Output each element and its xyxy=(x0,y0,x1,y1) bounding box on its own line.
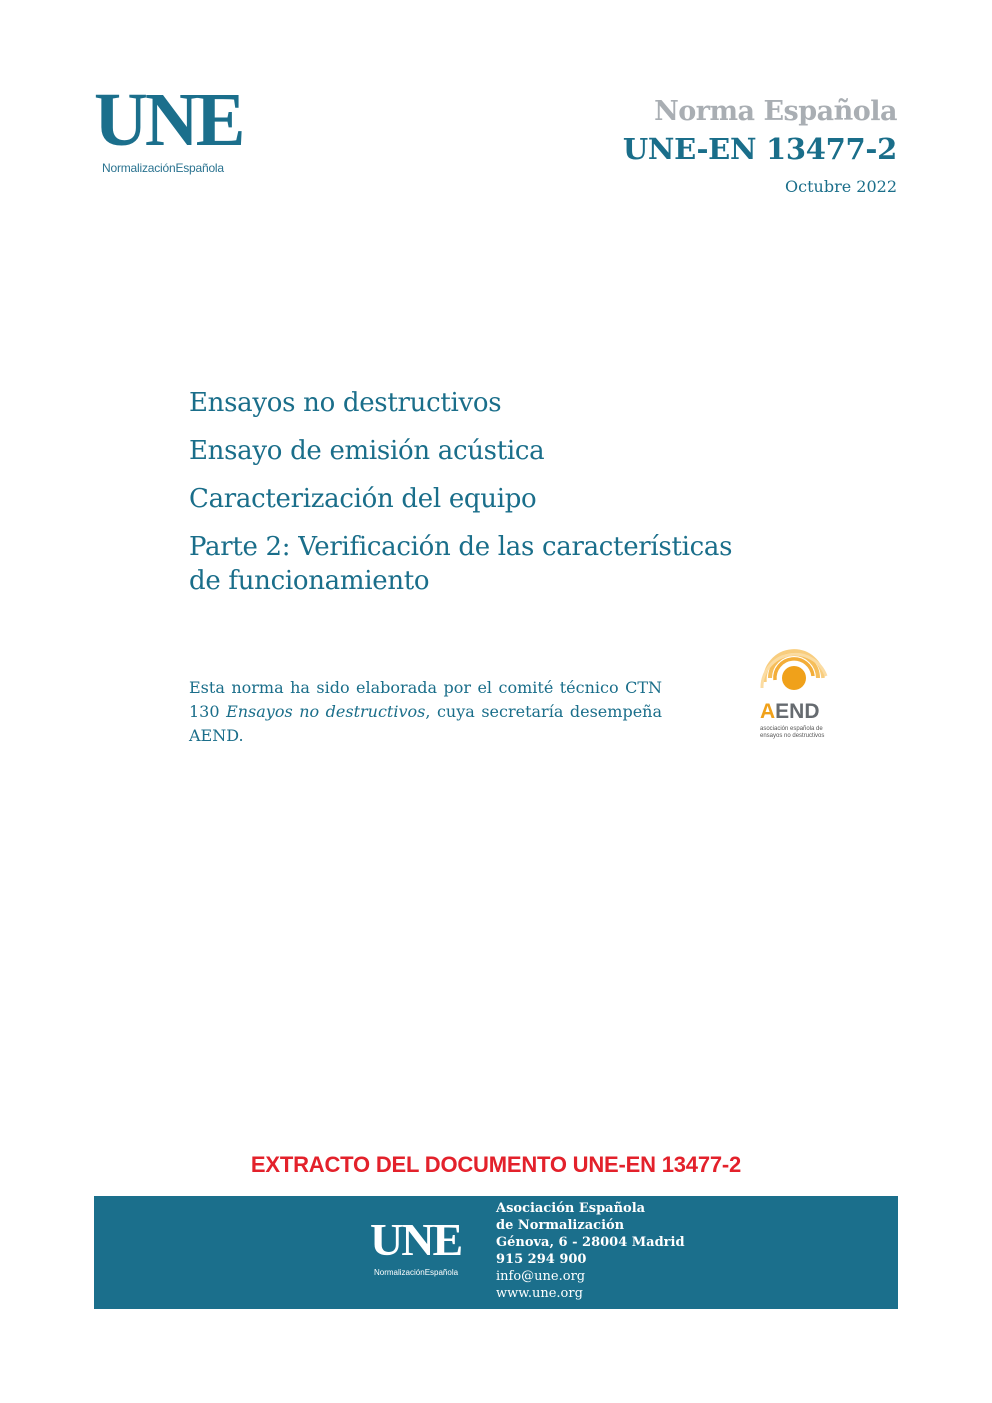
title-line: Caracterización del equipo xyxy=(189,484,537,514)
org-web-link[interactable]: www.une.org xyxy=(496,1286,583,1301)
title-line: Ensayo de emisión acústica xyxy=(189,436,545,466)
title-part-line2: de funcionamiento xyxy=(189,566,430,596)
footer-contact xyxy=(496,1200,685,1302)
une-logo-subtitle xyxy=(102,161,224,175)
title-line: Ensayos no destructivos xyxy=(189,388,502,418)
org-address: Génova, 6 - 28004 Madrid xyxy=(496,1235,685,1250)
footer-une-logo: UNE xyxy=(370,1214,462,1265)
aend-sub-line2: ensayos no destructivos xyxy=(760,733,825,739)
extract-heading: EXTRACTO DEL DOCUMENTO UNE-EN 13477-2 xyxy=(250,1152,742,1177)
footer-logo-sub-b: Española xyxy=(424,1268,459,1277)
committee-text-b: , cuya secretaría desempeña AEND. xyxy=(189,702,663,745)
committee-name: Ensayos no destructivos xyxy=(226,702,426,721)
committee-statement xyxy=(189,676,662,748)
org-phone: 915 294 900 xyxy=(496,1252,587,1267)
footer-logo-subtitle xyxy=(374,1268,458,1277)
org-email-link[interactable]: info@une.org xyxy=(496,1269,586,1284)
logo-sub-normalizacion: Normalización xyxy=(102,161,176,175)
norma-date: Octubre 2022 xyxy=(785,177,897,196)
org-name-line2: de Normalización xyxy=(496,1218,625,1233)
norma-label: Norma Española xyxy=(654,96,897,127)
title-part-line1: Parte 2: Verificación de las características xyxy=(189,532,733,562)
une-logo: UNE xyxy=(94,78,243,162)
committee-text-a: Esta norma ha sido elaborada por el comité técnico CTN 130 xyxy=(189,678,662,721)
aend-name-b: END xyxy=(775,700,820,723)
aend-name xyxy=(760,700,820,724)
document-titles xyxy=(189,386,789,598)
aend-name-a: A xyxy=(760,700,776,723)
logo-sub-espanola: Española xyxy=(175,161,224,175)
norma-code: UNE-EN 13477-2 xyxy=(622,132,897,166)
footer-logo-sub-a: Normalización xyxy=(374,1268,425,1277)
aend-subtitle xyxy=(760,726,840,740)
org-name-line1: Asociación Española xyxy=(496,1201,646,1216)
aend-sub-line1: asociación española de xyxy=(760,726,823,732)
